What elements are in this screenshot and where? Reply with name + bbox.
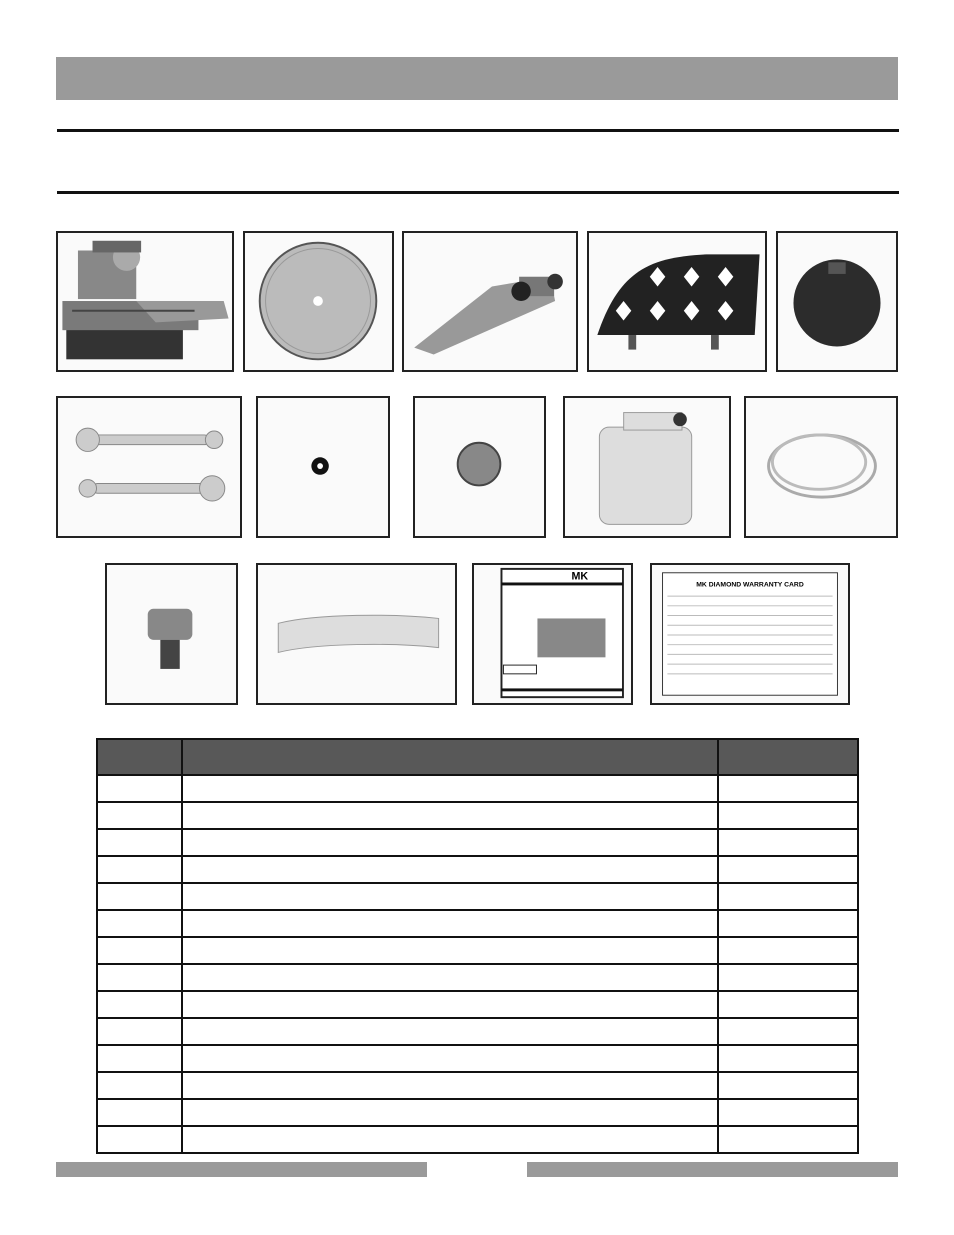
table-row [97,775,858,802]
table-header-cell [182,739,718,775]
filter-screen-photo [413,396,546,538]
warranty-title: MK DIAMOND WARRANTY CARD [696,581,804,589]
table-row [97,1018,858,1045]
table-row [97,883,858,910]
table-cell [182,991,718,1018]
table-cell [718,1099,858,1126]
table-cell [182,856,718,883]
table-cell [182,910,718,937]
table-cell [97,1126,182,1153]
header-bar [56,57,898,100]
table-cell [97,937,182,964]
table-row [97,829,858,856]
table-cell [97,991,182,1018]
table-cell [97,910,182,937]
table-cell [718,883,858,910]
table-cell [718,775,858,802]
table-cell [718,991,858,1018]
table-header-row [97,739,858,775]
footer-left-bar [56,1162,427,1177]
table-cell [182,1072,718,1099]
table-cell [97,1072,182,1099]
table-cell [97,1018,182,1045]
table-cell [182,883,718,910]
table-row [97,991,858,1018]
bottom-rule [57,191,899,194]
table-cell [182,829,718,856]
table-row [97,802,858,829]
table-cell [718,964,858,991]
table-cell [97,802,182,829]
washer-photo [256,396,390,538]
manual-brand: MK [571,570,589,583]
table-cell [97,1099,182,1126]
table-cell [97,964,182,991]
table-cell [97,883,182,910]
table-row [97,910,858,937]
table-row [97,964,858,991]
table-cell [97,856,182,883]
thumb-screw-photo [105,563,238,705]
table-cell [718,1126,858,1153]
table-cell [718,829,858,856]
top-rule [57,129,899,132]
diamond-blade-photo [243,231,394,372]
table-header-cell [97,739,182,775]
table-row [97,1045,858,1072]
table-row [97,1126,858,1153]
table-cell [182,1099,718,1126]
table-cell [97,829,182,856]
warranty-card-photo [650,563,850,705]
table-cell [97,775,182,802]
table-row [97,1099,858,1126]
table-cell [718,910,858,937]
table-cell [182,775,718,802]
table-cell [718,856,858,883]
manual-photo [472,563,633,705]
table-cell [182,802,718,829]
table-cell [718,937,858,964]
parts-table [96,738,859,1154]
table-cell [718,1072,858,1099]
table-row [97,937,858,964]
rubber-channel-photo [256,563,457,705]
splash-guard-photo [587,231,767,372]
water-tubing-photo [744,396,898,538]
table-cell [182,1126,718,1153]
wrenches-photo [56,396,242,538]
table-cell [718,1018,858,1045]
table-cell [97,1045,182,1072]
table-cell [718,802,858,829]
table-cell [182,964,718,991]
table-header-cell [718,739,858,775]
table-cell [718,1045,858,1072]
mk-cover-photo [776,231,898,372]
footer-right-bar [527,1162,898,1177]
table-cell [182,1018,718,1045]
table-row [97,856,858,883]
water-tank-photo [563,396,731,538]
tile-saw-photo [56,231,234,372]
table-row [97,1072,858,1099]
table-cell [182,937,718,964]
rip-guide-photo [402,231,578,372]
table-cell [182,1045,718,1072]
